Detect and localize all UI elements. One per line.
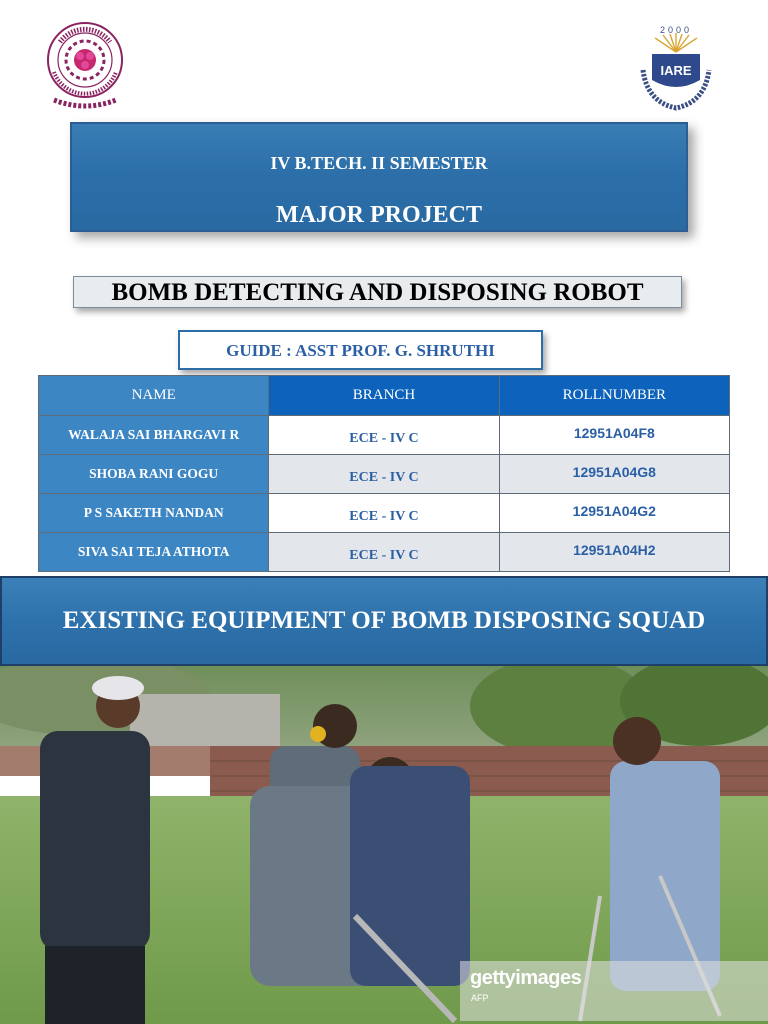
semester-label: IV B.TECH. II SEMESTER: [270, 153, 488, 173]
table-header-row: [39, 376, 730, 416]
team-table: [38, 375, 730, 572]
iare-acronym-text: IARE: [660, 63, 692, 78]
member-name: SIVA SAI TEJA ATHOTA: [39, 533, 269, 572]
getty-watermark: [460, 961, 768, 1021]
iare-logo: [635, 22, 717, 112]
jntu-seal-logo: [40, 20, 130, 112]
table-row: [39, 455, 730, 494]
member-roll: 12951A04F8: [499, 416, 729, 455]
member-roll: 12951A04G2: [499, 494, 729, 533]
project-type-label: MAJOR PROJECT: [276, 202, 482, 228]
column-header-name: NAME: [39, 376, 269, 416]
project-title: BOMB DETECTING AND DISPOSING ROBOT: [73, 276, 682, 308]
member-branch: ECE - IV C: [269, 416, 499, 455]
member-branch: ECE - IV C: [269, 533, 499, 572]
table-row: [39, 494, 730, 533]
member-name: SHOBA RANI GOGU: [39, 455, 269, 494]
guide-label: GUIDE : ASST PROF. G. SHRUTHI: [178, 330, 543, 370]
section-heading: EXISTING EQUIPMENT OF BOMB DISPOSING SQUAD: [0, 576, 768, 666]
column-header-rollnumber: ROLLNUMBER: [499, 376, 729, 416]
header-banner: [70, 122, 688, 232]
member-roll: 12951A04G8: [499, 455, 729, 494]
table-row: [39, 416, 730, 455]
member-branch: ECE - IV C: [269, 494, 499, 533]
watermark-credit: AFP: [471, 993, 489, 1003]
watermark-brand: gettyimages: [470, 967, 582, 989]
member-name: WALAJA SAI BHARGAVI R: [39, 416, 269, 455]
table-row: [39, 533, 730, 572]
member-branch: ECE - IV C: [269, 455, 499, 494]
iare-year-text: 2000: [659, 25, 693, 35]
member-roll: 12951A04H2: [499, 533, 729, 572]
member-name: P S SAKETH NANDAN: [39, 494, 269, 533]
bomb-squad-photo: [0, 666, 768, 1024]
column-header-branch: BRANCH: [269, 376, 499, 416]
